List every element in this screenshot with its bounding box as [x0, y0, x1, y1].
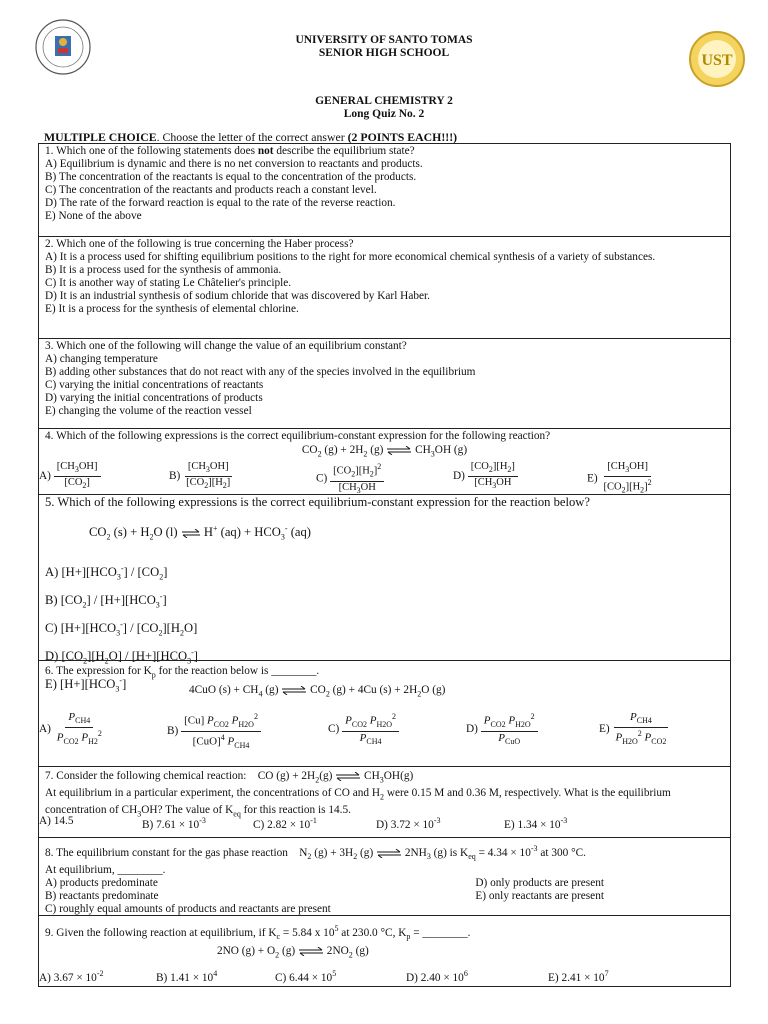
question-7-option-b[interactable]: B) $7.61 \times 10^{-3}$ — [142, 816, 206, 831]
question-4-option-e[interactable]: E) $\frac{[CH_3OH]}{[CO_2][H_2]^2}$ — [587, 461, 652, 495]
instructions-label: MULTIPLE CHOICE — [44, 130, 157, 144]
question-7-option-d[interactable]: D) $3.72 \times 10^{-3}$ — [376, 816, 441, 831]
question-9-option-d[interactable]: D) $2.40 \times 10^6$ — [406, 969, 468, 984]
question-9-option-a[interactable]: A) $3.67 \times 10^{-2}$ — [39, 969, 104, 984]
course-title: GENERAL CHEMISTRY 2 — [315, 95, 453, 107]
question-5-option-c[interactable]: C) $[H+][HCO_3^-] / [CO_2][H_2O]$ — [45, 619, 198, 638]
question-7-body: At equilibrium in a particular experiment, the concentrations of CO and $H_2$ were 0.15 M and 0.36 M, respectively. What is the equilibrium concentration of $CH_3OH$? The value of $K_{eq}$ for this reaction is 14.5. — [45, 787, 671, 819]
question-2-option-b[interactable]: B) It is a process used for the synthesis of ammonia. — [45, 263, 282, 276]
question-1-option-e[interactable]: E) None of the above — [45, 209, 142, 222]
question-7-option-e[interactable]: E) $1.34 \times 10^{-3}$ — [504, 816, 568, 831]
question-3-option-c[interactable]: C) varying the initial concentrations of reactants — [45, 378, 264, 391]
svg-text:UST: UST — [701, 52, 733, 69]
question-3 — [39, 338, 730, 428]
question-1 — [39, 144, 730, 236]
equilibrium-arrow-icon — [386, 446, 412, 455]
question-7 — [39, 766, 730, 837]
question-3-stem: 3. Which one of the following will change the value of an equilibrium constant? — [45, 340, 407, 352]
question-6-reaction: 4CuO $(s) + CH_4$ (g) $CO_2$ (g) + 4Cu $(s) + 2H_2O$ (g) — [189, 684, 446, 699]
question-4-option-d[interactable]: D) $\frac{[CO_2][H_2]}{[CH_3OH}$ — [453, 461, 518, 492]
question-1-option-b[interactable]: B) The concentration of the reactants is equal to the concentration of the products. — [45, 170, 417, 183]
question-5-option-e[interactable]: E) $[H+][HCO_3^-]$ — [45, 676, 127, 695]
question-2-option-e[interactable]: E) It is a process for the synthesis of elemental chlorine. — [45, 302, 299, 315]
question-8-option-d[interactable]: D) only products are present — [475, 876, 604, 889]
question-5-stem: 5. Which of the following expressions is the correct equilibrium-constant expression for the reaction below? — [45, 495, 590, 509]
equilibrium-arrow-icon — [376, 849, 402, 858]
question-4-option-b[interactable]: B) $\frac{[CH_3OH]}{[CO_2][H_2]}$ — [169, 461, 231, 491]
question-8-option-b[interactable]: B) reactants predominate — [45, 889, 159, 902]
question-6 — [39, 660, 730, 766]
instructions-text: . Choose the letter of the correct answer — [156, 130, 348, 144]
question-9-option-c[interactable]: C) $6.44 \times 10^5$ — [275, 969, 337, 984]
school-name: SENIOR HIGH SCHOOL — [318, 47, 450, 59]
equilibrium-arrow-icon — [281, 686, 307, 695]
question-2-option-c[interactable]: C) It is another way of stating Le Châtelier's principle. — [45, 276, 292, 289]
question-6-stem: 6. The expression for $K_p$ for the reaction below is ________. — [45, 665, 320, 680]
question-4-option-c[interactable]: C) $\frac{[CO_2][H_2]^2}{[CH_3OH}$ — [316, 461, 384, 497]
question-8-option-a[interactable]: A) products predominate — [45, 876, 158, 889]
question-4-stem: 4. Which of the following expressions is the correct equilibrium-constant expression for the following reaction? — [45, 430, 551, 442]
question-3-option-a[interactable]: A) changing temperature — [45, 352, 158, 365]
question-7-option-a[interactable]: A) 14.5 — [39, 815, 74, 827]
question-2-option-a[interactable]: A) It is a process used for shifting equilibrium positions to the right for more economical chemical synthesis of a variety of substances. — [45, 250, 656, 263]
question-4-option-a[interactable]: A) $\frac{[CH_3OH]}{[CO_2]}$ — [39, 461, 101, 492]
question-4 — [39, 428, 730, 494]
question-6-option-d[interactable]: D) $\frac{P_{CO2} P_{H2O}^2}{P_{CuO}}$ — [466, 711, 538, 748]
question-3-option-e[interactable]: E) changing the volume of the reaction vessel — [45, 404, 252, 417]
question-9-option-b[interactable]: B) $1.41 \times 10^4$ — [156, 969, 218, 984]
question-1-stem: 1. Which one of the following statements does not describe the equilibrium state? — [45, 145, 415, 157]
question-9 — [39, 915, 730, 986]
question-8-line2: At equilibrium, ________. — [45, 863, 166, 876]
question-9-stem: 9. Given the following reaction at equilibrium, if $K_c = 5.84$ x $10^5$ at 230.0 °C, $K_p$ = ________. — [45, 924, 471, 942]
question-1-option-a[interactable]: A) Equilibrium is dynamic and there is no net conversion to reactants and products. — [45, 157, 423, 170]
question-9-option-e[interactable]: E) $2.41 \times 10^7$ — [548, 969, 609, 984]
question-5-reaction: $CO_2$ $(s) + H_2O$ (l) H+ $(aq) + HCO_3^-$ (aq) — [89, 523, 312, 542]
question-7-stem: 7. Consider the following chemical reaction: CO $(g) + 2H_2(g)$ $CH_3OH(g)$ — [45, 770, 414, 785]
quiz-title: Long Quiz No. 2 — [343, 108, 425, 120]
question-9-reaction: 2NO $(g) + O_2$ (g) $2NO_2$ (g) — [217, 944, 369, 960]
question-8-options-row1 — [45, 877, 724, 890]
question-8 — [39, 837, 730, 915]
question-1-option-c[interactable]: C) The concentration of the reactants and products reach a constant level. — [45, 183, 377, 196]
question-2-stem: 2. Which one of the following is true concerning the Haber process? — [45, 238, 354, 250]
equilibrium-arrow-icon — [181, 529, 201, 538]
question-3-option-b[interactable]: B) adding other substances that do not react with any of the species involved in the equilibrium — [45, 365, 476, 378]
university-name: UNIVERSITY OF SANTO TOMAS — [295, 34, 473, 46]
instructions-points: (2 POINTS EACH!!!) — [347, 130, 458, 144]
question-6-option-c[interactable]: C) $\frac{P_{CO2} P_{H2O}^2}{P_{CH4}}$ — [328, 711, 399, 748]
question-6-option-b[interactable]: B) $\frac{[Cu] P_{CO2} P_{H2O}^2}{[CuO]^4 P_{CH4}}$ — [167, 711, 261, 752]
question-5-option-a[interactable]: A) $[H+][HCO_3^-] / [CO_2]$ — [45, 563, 168, 582]
question-2 — [39, 236, 730, 338]
question-5-option-b[interactable]: B) $[CO_2] / [H+][HCO_3^-]$ — [45, 591, 167, 610]
equilibrium-arrow-icon — [298, 947, 324, 956]
question-3-option-d[interactable]: D) varying the initial concentrations of products — [45, 391, 263, 404]
question-8-options-row2 — [45, 890, 724, 903]
question-6-option-e[interactable]: E) $\frac{P_{CH4}}{P_{H2O}^2 P_{CO2}}$ — [599, 711, 667, 747]
question-sheet — [38, 143, 731, 987]
question-5-option-d[interactable]: D) $[CO_2][H_2O] / [H+][HCO_3^-]$ — [45, 648, 198, 666]
question-2-option-d[interactable]: D) It is an industrial synthesis of sodium chloride that was discovered by Karl Haber. — [45, 289, 430, 302]
question-4-reaction: $CO_2$ $(g) + 2H_2$ (g) $CH_3OH$ (g) — [301, 443, 468, 459]
question-1-option-d[interactable]: D) The rate of the forward reaction is equal to the rate of the reverse reaction. — [45, 196, 396, 209]
question-8-stem: 8. The equilibrium constant for the gas phase reaction $N_2$ $(g) + 3H_2$ (g) $2NH_3$ (g) is $K_{eq} = 4.34 \times 10^{-3}$ at 300 °C. — [45, 844, 586, 862]
question-8-option-e[interactable]: E) only reactants are present — [475, 889, 604, 902]
question-7-option-c[interactable]: C) $2.82 \times 10^{-1}$ — [253, 816, 317, 831]
equilibrium-arrow-icon — [335, 772, 361, 781]
question-6-option-a[interactable]: A) $\frac{P_{CH4}}{P_{CO2} P_{H2}^2}$ — [39, 711, 102, 747]
question-8-option-c[interactable]: C) roughly equal amounts of products and reactants are present — [45, 902, 331, 915]
